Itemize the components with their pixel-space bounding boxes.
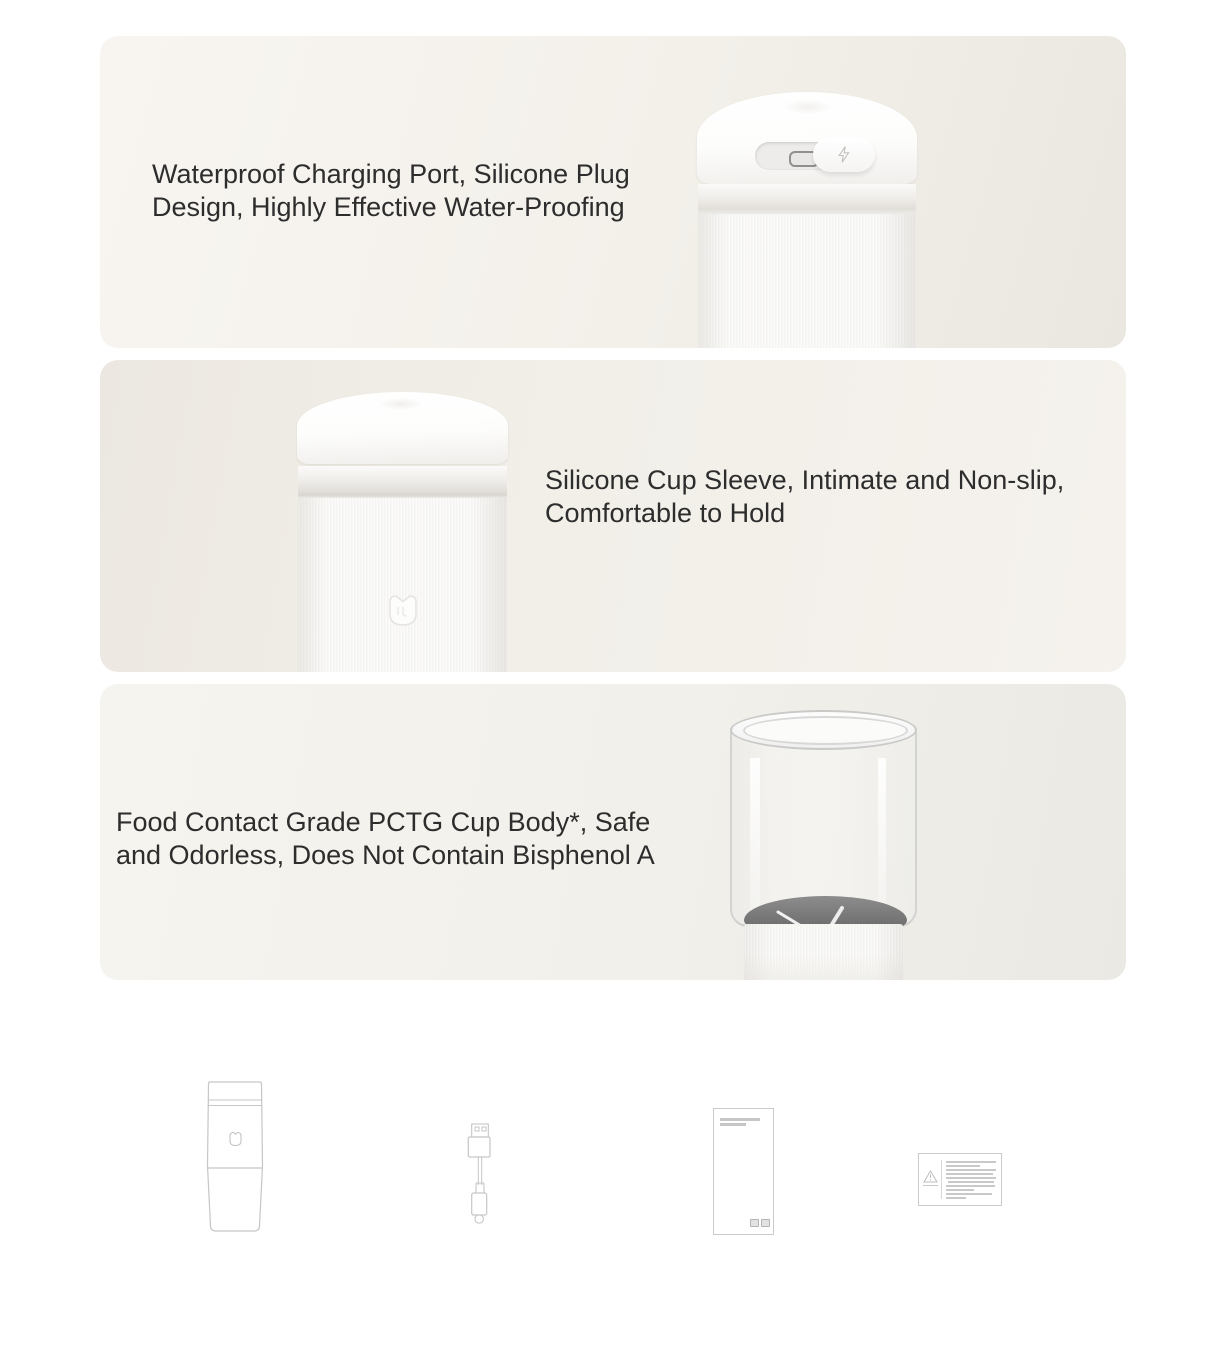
warning-caption-text — [923, 1185, 938, 1186]
translucent-ring — [298, 466, 507, 498]
feature-text-waterproof — [152, 158, 630, 224]
silicone-plug — [813, 137, 875, 172]
cup-shading — [698, 214, 916, 348]
lightning-bolt-icon — [838, 146, 850, 163]
glass-highlight — [750, 758, 760, 918]
warning-triangle-icon — [923, 1170, 938, 1183]
warranty-notice-card-outline-drawing — [918, 1153, 1002, 1206]
feature-text-pctg — [116, 806, 655, 872]
juicer-lid-charging-port-image — [697, 92, 917, 348]
manual-subtitle-text — [720, 1123, 746, 1126]
warranty-text-line — [946, 1177, 996, 1179]
warranty-text-line — [946, 1165, 980, 1167]
ribbed-silicone-sleeve — [298, 498, 507, 672]
feature-card-pctg-cup — [100, 684, 1126, 980]
feature-card-waterproof-charging-port — [100, 36, 1126, 348]
warranty-text-line — [946, 1185, 995, 1187]
warranty-text-line — [948, 1181, 994, 1183]
cup-shading — [298, 498, 507, 672]
mijia-logo-icon — [761, 1219, 770, 1227]
mijia-logo-icon — [388, 594, 418, 627]
portable-juicer-outline-drawing — [202, 1078, 268, 1236]
transparent-cup-image — [730, 712, 917, 980]
feature-line: Comfortable to Hold — [545, 498, 786, 528]
mi-logo-icon — [750, 1219, 759, 1227]
usb-charging-cable-outline-drawing — [460, 1120, 496, 1225]
warranty-text-line — [946, 1161, 996, 1163]
lid-logo-imprint — [785, 100, 831, 114]
glass-cup-rim-inner — [743, 716, 908, 745]
feature-card-silicone-sleeve — [100, 360, 1126, 672]
warranty-text-line — [946, 1189, 974, 1191]
juicer-lid — [297, 392, 508, 464]
translucent-ring — [698, 184, 916, 214]
feature-line: Food Contact Grade PCTG Cup Body*, Safe — [116, 807, 651, 837]
juicer-lid — [697, 92, 917, 184]
feature-text-sleeve — [545, 464, 1064, 530]
feature-line: Design, Highly Effective Water-Proofing — [152, 192, 625, 222]
glass-highlight — [878, 758, 886, 918]
divider — [941, 1160, 942, 1199]
glass-cup-body — [730, 728, 917, 927]
user-manual-outline-drawing — [713, 1108, 774, 1235]
warranty-text-line — [946, 1197, 966, 1199]
manual-title-text — [720, 1118, 760, 1121]
juicer-silicone-sleeve-image — [297, 392, 508, 672]
feature-line: and Odorless, Does Not Contain Bisphenol A — [116, 840, 655, 870]
warranty-text-line — [946, 1193, 992, 1195]
warranty-text-line — [946, 1173, 993, 1175]
warranty-text-line — [946, 1169, 996, 1171]
lid-logo-imprint — [380, 398, 422, 410]
feature-line: Waterproof Charging Port, Silicone Plug — [152, 159, 630, 189]
ribbed-cup-body — [698, 214, 916, 348]
glass-cup-rim — [730, 710, 917, 750]
ribbed-base — [744, 924, 903, 980]
feature-line: Silicone Cup Sleeve, Intimate and Non-slip, — [545, 465, 1065, 495]
base-shading — [744, 924, 903, 980]
